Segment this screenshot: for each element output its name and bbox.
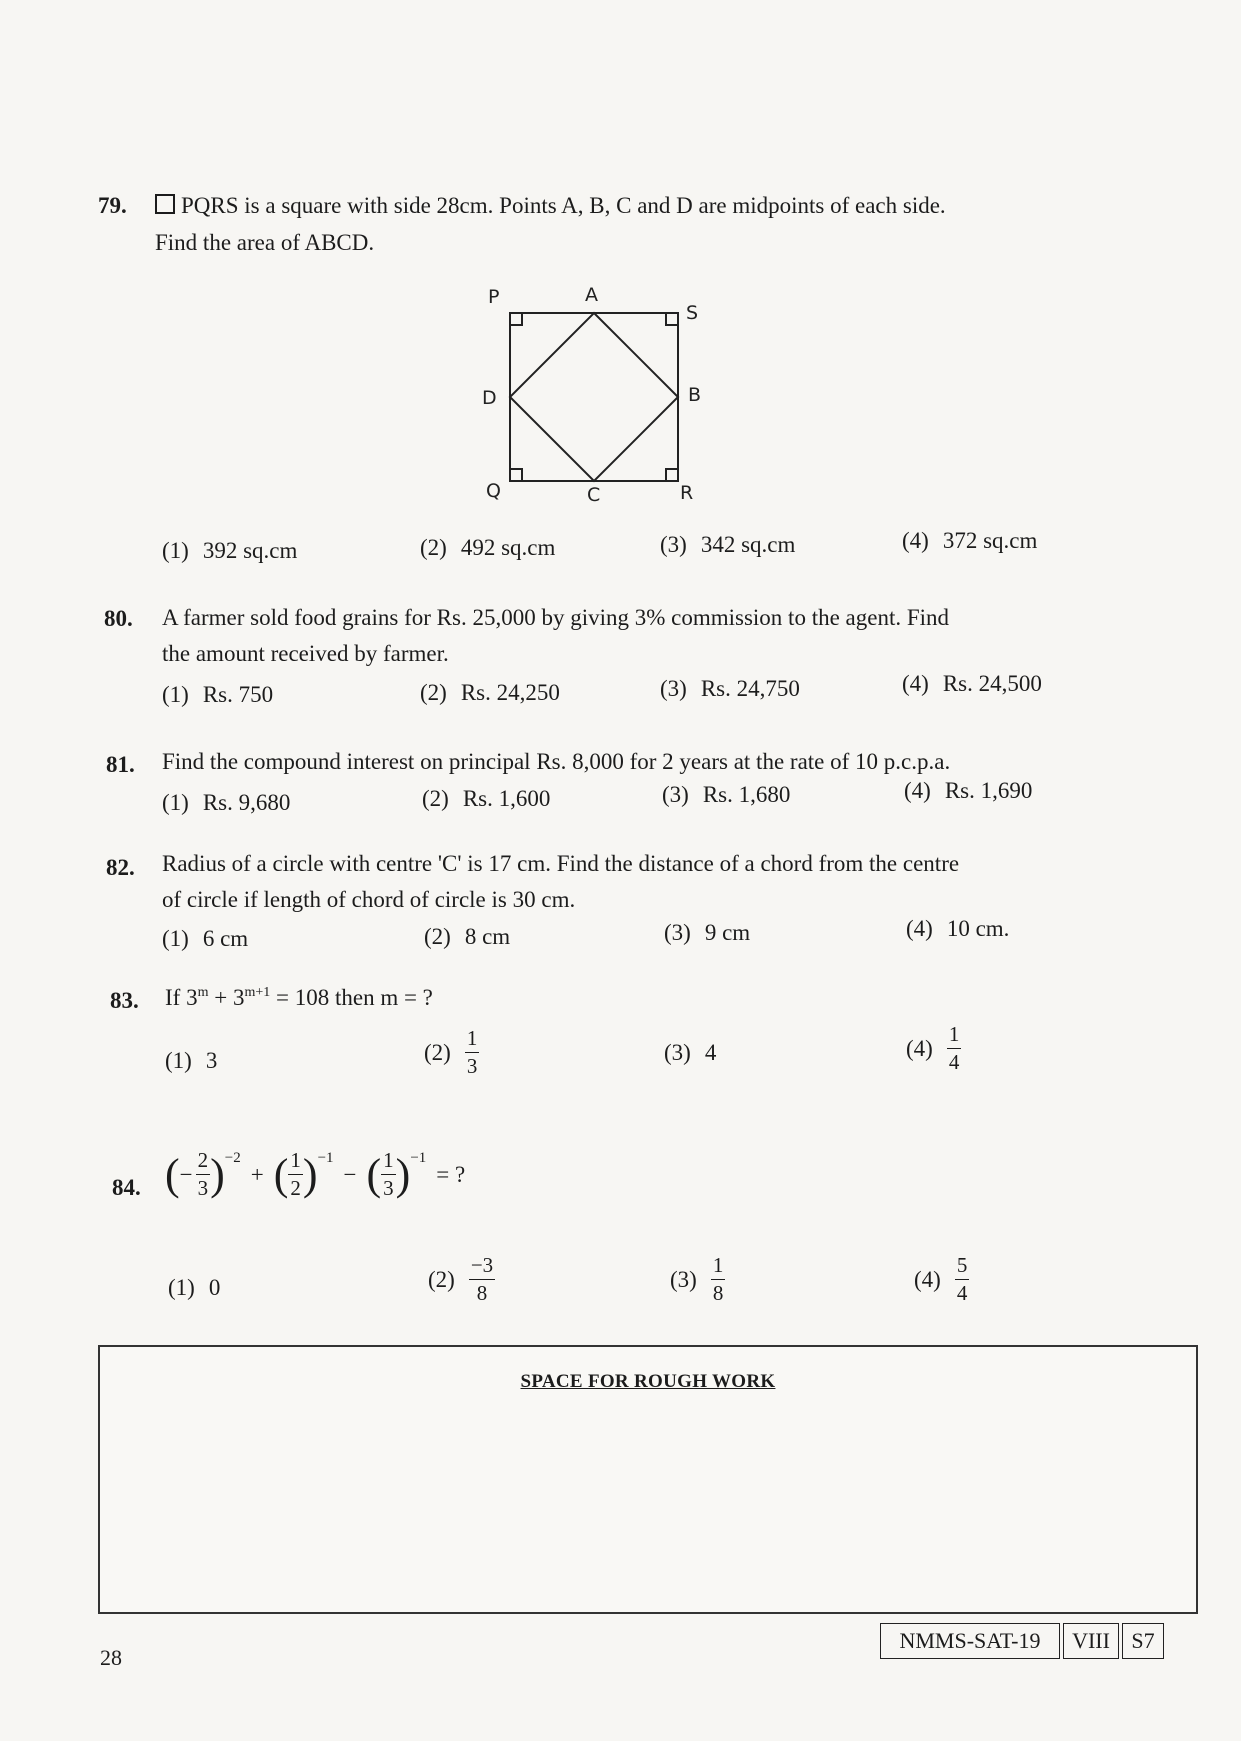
q84-option-2[interactable]: (2) $\frac{-3}{8}$ [428, 1253, 494, 1305]
right-angle-r [666, 469, 678, 481]
q80-option-1[interactable]: (1) Rs. 750 [162, 682, 274, 707]
q83-option-4[interactable]: (4) $\frac{1}{4}$ [906, 1022, 960, 1074]
label-a: A [585, 284, 598, 306]
square-abcd [510, 313, 678, 481]
q79-option-3[interactable]: (3) 342 sq.cm [660, 532, 796, 557]
right-angle-q [510, 469, 522, 481]
square-figure [460, 283, 760, 513]
q82-option-4[interactable]: (4) 10 cm. [906, 916, 1010, 941]
right-angle-s [666, 313, 678, 325]
rough-work-title: SPACE FOR ROUGH WORK [520, 1371, 776, 1392]
q82-option-2[interactable]: (2) 8 cm [424, 924, 511, 949]
question-82-line2: of circle if length of chord of circle is 30 cm. [162, 887, 576, 912]
square-pqrs [510, 313, 678, 481]
q79-option-1[interactable]: (1) 392 sq.cm [162, 538, 298, 563]
q81-option-2[interactable]: (2) Rs. 1,600 [422, 786, 551, 811]
q82-option-3[interactable]: (3) 9 cm [664, 920, 751, 945]
q82-option-1[interactable]: (1) 6 cm [162, 926, 249, 951]
question-79-line2: Find the area of ABCD. [155, 230, 375, 255]
q80-option-4[interactable]: (4) Rs. 24,500 [902, 671, 1042, 696]
question-84-expression: ( − $\frac{2}{3}$ ) −2 + ( $\frac{1}{2}$ ) −1 − ( $\frac{1}{3}$ ) −1 = ? [165, 1148, 466, 1200]
q84-option-1[interactable]: (1) 0 [168, 1275, 221, 1300]
q80-option-2[interactable]: (2) Rs. 24,250 [420, 680, 560, 705]
q83-option-2-fraction: $\frac{1}{3}$ [466, 1026, 478, 1078]
q81-option-3[interactable]: (3) Rs. 1,680 [662, 782, 791, 807]
label-s: S [686, 302, 699, 324]
question-number-79: 79. [98, 193, 127, 218]
q84-option-4[interactable]: (4) $\frac{5}{4}$ [914, 1253, 968, 1305]
label-d: D [482, 387, 497, 409]
exam-code: NMMS-SAT-19 [880, 1623, 1060, 1659]
question-79-line1 [155, 188, 946, 224]
question-80-line1: A farmer sold food grains for Rs. 25,000 by giving 3% commission to the agent. Find [162, 605, 950, 630]
q83-option-4-fraction: $\frac{1}{4}$ [948, 1022, 960, 1074]
q80-option-3[interactable]: (3) Rs. 24,750 [660, 676, 800, 701]
question-80-line2: the amount received by farmer. [162, 641, 449, 666]
q83-option-1[interactable]: (1) 3 [165, 1048, 218, 1073]
label-p: P [488, 286, 500, 308]
question-number-80: 80. [104, 606, 133, 631]
q84-option-3-fraction: $\frac{1}{8}$ [712, 1253, 724, 1305]
q83-option-3[interactable]: (3) 4 [664, 1040, 717, 1065]
label-c: C [587, 484, 601, 506]
square-symbol-icon [155, 194, 175, 214]
q83-option-2[interactable]: (2) $\frac{1}{3}$ [424, 1026, 478, 1078]
page-number: 28 [100, 1645, 122, 1670]
class-code: VIII [1063, 1623, 1119, 1659]
q81-option-1[interactable]: (1) Rs. 9,680 [162, 790, 291, 815]
q84-option-4-fraction: $\frac{5}{4}$ [956, 1253, 968, 1305]
question-number-82: 82. [106, 855, 135, 880]
question-number-81: 81. [106, 752, 135, 777]
question-81-line1: Find the compound interest on principal Rs. 8,000 for 2 years at the rate of 10 p.c.p.a. [162, 749, 951, 774]
question-82-line1: Radius of a circle with centre 'C' is 17 cm. Find the distance of a chord from the centre [162, 851, 960, 876]
right-angle-p [510, 313, 522, 325]
footer-code-box [880, 1623, 1167, 1659]
q84-option-3[interactable]: (3) $\frac{1}{8}$ [670, 1253, 724, 1305]
rough-work-box[interactable] [98, 1345, 1198, 1614]
question-number-83: 83. [110, 988, 139, 1013]
question-83-text: If $3^m + 3^{m+1} = 108$ then m = ? [165, 985, 433, 1010]
q79-option-4[interactable]: (4) 372 sq.cm [902, 528, 1038, 553]
set-code: S7 [1122, 1623, 1164, 1659]
label-r: R [680, 482, 694, 504]
q79-option-2[interactable]: (2) 492 sq.cm [420, 535, 556, 560]
label-b: B [688, 384, 702, 406]
question-number-84: 84. [112, 1175, 141, 1200]
q84-option-2-fraction: $\frac{-3}{8}$ [470, 1253, 494, 1305]
question-79-text: PQRS is a square with side 28cm. Points A, B, C and D are midpoints of each side. [181, 193, 946, 218]
label-q: Q [486, 480, 501, 502]
q81-option-4[interactable]: (4) Rs. 1,690 [904, 778, 1033, 803]
